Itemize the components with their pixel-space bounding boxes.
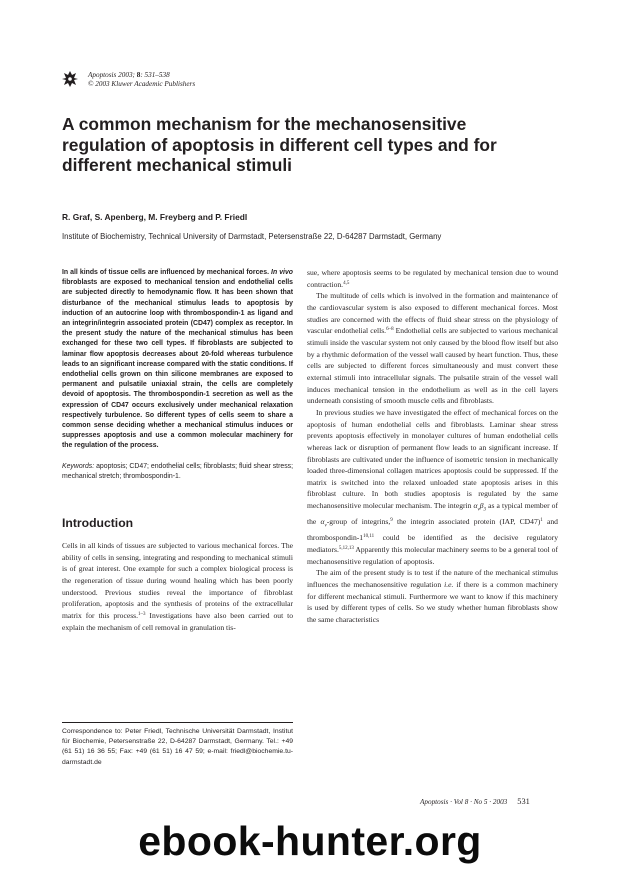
authors: R. Graf, S. Apenberg, M. Freyberg and P. Friedl	[62, 212, 248, 222]
intro-paragraph-3: In previous studies we have investigated the effect of mechanical forces on the apoptosis of human endothelial cells and fibroblasts. Laminar shear stress prevents apoptosis effectively in monolayer cultures of human endothelial cells whereas lack or disruption of permanent flow leads to an significant increase. If fibroblasts are cultivated under the influence of isometric tension in mechanically loaded three-dimensional collagen matrices apoptosis could be suppressed. If the matrix is switched into the relaxed unloaded state apoptosis arises in this fibroblast culture. In both studies apoptosis is regulated by the same mechanosensitive molecular mechanism. The integrin $\alpha_v\beta_3$ as a typical member of the $\alpha_v$-group of integrins,$^9$ the integrin associated protein (IAP, CD47)$^1$ and thrombospondin-1$^{10,11}$ could be identified as the decisive regulatory mediators.$^{5,12,13}$ Apparently this molecular machinery seems to be a general tool of mechanosensitive regulation of apoptosis.	[307, 407, 559, 566]
section-heading-introduction: Introduction	[62, 516, 134, 531]
intro-paragraph-1-continued: sue, where apoptosis seems to be regulated by mechanical tension due to wound contraction.$^{4,5}$	[307, 268, 558, 289]
volume: 8	[136, 71, 141, 79]
journal-name: Apoptosis	[88, 71, 117, 79]
affiliation: Institute of Biochemistry, Technical University of Darmstadt, Petersenstraße 22, D-64287 Darmstadt, Germany	[62, 232, 442, 241]
page-number: 531	[517, 797, 530, 806]
correspondence-note: Correspondence to: Peter Friedl, Technische Universität Darmstadt, Institut für Biochemie, Petersenstraße 22, D-64287 Darmstadt, Germany. Tel.: +49 (61 51) 16 36 55; Fax: +49 (61 51) 16 47 59; e-mail: friedl@biochemie.tu-darmstadt.de	[62, 728, 293, 766]
watermark: ebook-hunter.org	[138, 817, 482, 864]
abstract: In all kinds of tissue cells are influenced by mechanical forces. In vivo fibroblasts are exposed to mechanical tension and endothelial cells are subjected directly to hemodynamic flow. It has been shown that disturbance of the mechanical stimulus leads to apoptosis by induction of an autocrine loop with thrombospondin-1 as ligand and an integrin/integrin associated protein (CD47) complex as receptor. In the present study the nature of the mechanical stimulus has been exchanged for these two cell types. If fibroblasts are subjected to laminar flow apoptosis decreases about 20-fold whereas turbulence leads to an significant increase compared with the static conditions. If endothelial cells grown on thin silicone membranes are exposed to permanent and pulsatile uniaxial strain, the cells are completely devoid of apoptosis. The thrombospondin-1 secretion as well as the expression of CD47 occurs exclusively under mechanical relaxation respectively turbulence. So different types of cells seem to share a common sense deciding whether a mechanical stimulus induces or suppresses apoptosis and use a common molecular machinery for the regulation of the process.	[62, 269, 294, 450]
article-title: A common mechanism for the mechanosensitive regulation of apoptosis in different cell types and for different mechanical stimuli	[62, 114, 497, 176]
right-column	[307, 267, 558, 626]
footnote-divider	[62, 722, 293, 723]
intro-paragraph-1: Cells in all kinds of tissues are subjected to various mechanical forces. The ability of cells in sensing, integrating and responding to mechanical stimuli is of great interest. One example for such a complex biological process is the regeneration of tissue during wound healing which has been poorly understood. Previous studies reveal the importance of fibroblast proliferation, apoptosis and the synthesis of proteins of the extracellular matrix for this process.$^{1-3}$ Investigations have also been carried out to explain the mechanism of cell removal in granulation tis-	[62, 541, 293, 632]
keywords: Keywords: apoptosis; CD47; endothelial cells; fibroblasts; fluid shear stress; mechanical stretch; thrombospondin-1.	[62, 462, 293, 480]
intro-paragraph-4: The aim of the present study is to test if the nature of the mechanical stimulus influences the mechanosensitive regulation i.e. if there is a common machinery for different mechanical stimuli. Furthermore we want to know if this machinery is used by different types of cells. So we study whether human fibroblasts show the same characteristics	[307, 568, 558, 625]
copyright: © 2003 Kluwer Academic Publishers	[88, 80, 196, 89]
journal-citation: Apoptosis 2003; 8: 531–538 © 2003 Kluwer Academic Publishers	[88, 71, 196, 89]
footer-journal: Apoptosis · Vol 8 · No 5 · 2003	[420, 798, 508, 806]
left-column	[62, 268, 293, 633]
kluwer-logo-icon	[62, 70, 78, 88]
intro-paragraph-2: The multitude of cells which is involved in the formation and maintenance of the cardiovascular system is also exposed to different mechanical forces. Most studies are concerned with the effects of fluid shear stress on the physiology of vascular endothelial cells.$^{6-8}$ Endothelial cells are subjected to various mechanical stimuli inside the vascular system not only caused by the blood flow itself but also by a rhythmic deformation of the vessel wall caused by heart function. Thus, these cells are subjected to different forces simultaneously and must convert these external stimuli into intracellular signals. The pulsatile strain of the vessel wall induces mechanical tension in the endothelium as well as in the cell layers underneath consisting of smooth muscle cells and fibroblasts.	[307, 291, 558, 406]
